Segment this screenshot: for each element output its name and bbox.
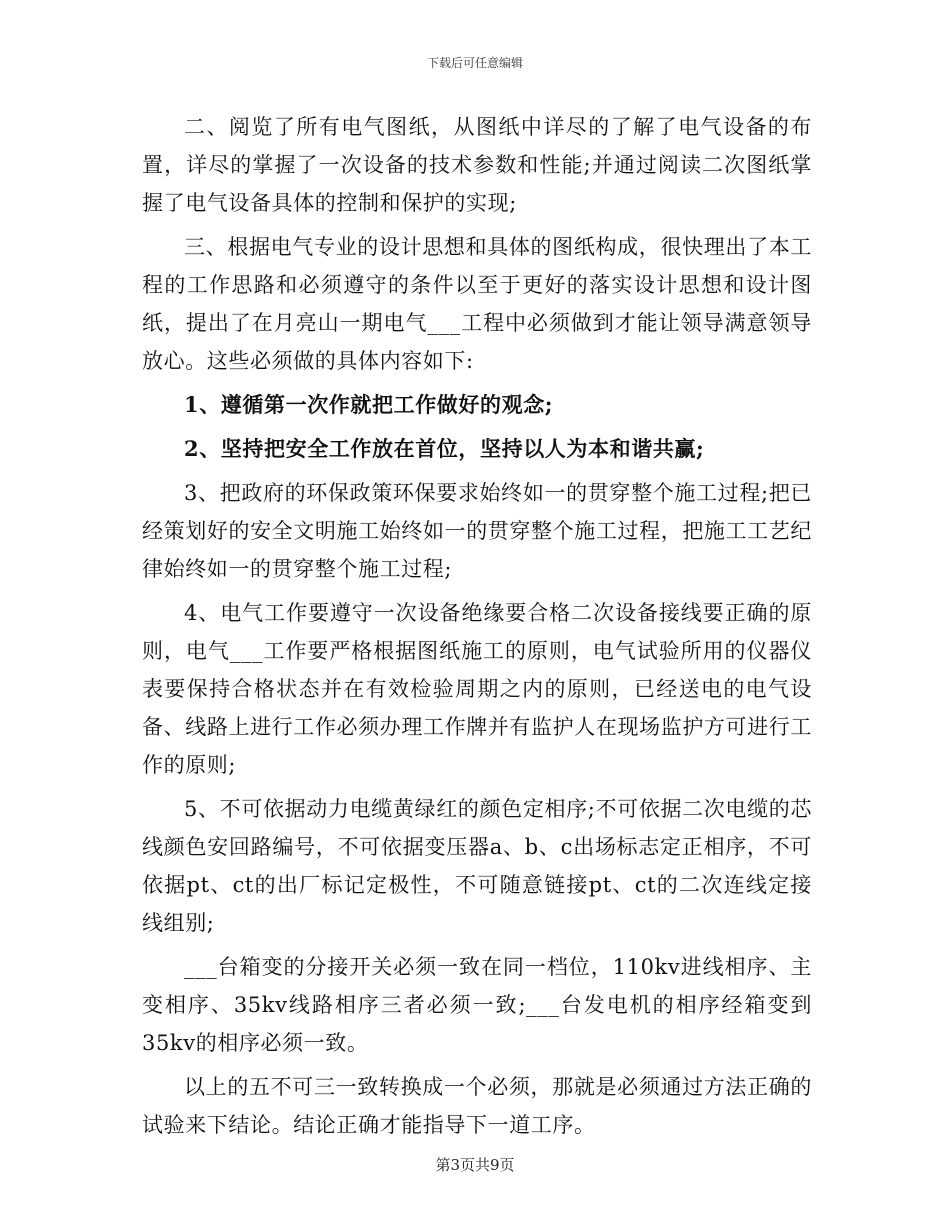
- list-item-4: 4、电气工作要遵守一次设备绝缘要合格二次设备接线要正确的原则，电气___工作要严格根据图纸施工的原则，电气试验所用的仪器仪表要保持合格状态并在有效检验周期之内的原则，已经送电的电气设备、线路上进行工作必须办理工作牌并有监护人在现场监护方可进行工作的原则;: [142, 601, 812, 777]
- paragraph-2: 二、阅览了所有电气图纸，从图纸中详尽的了解了电气设备的布置，详尽的掌握了一次设备的技术参数和性能;并通过阅读二次图纸掌握了电气设备具体的控制和保护的实现;: [142, 115, 812, 215]
- list-item-5: 5、不可依据动力电缆黄绿红的颜色定相序;不可依据二次电缆的芯线颜色安回路编号，不可依据变压器a、b、c出场标志定正相序，不可依据pt、ct的出厂标记定极性，不可随意链接pt、ct的二次连线定接线组别;: [142, 797, 812, 935]
- list-item-3: 3、把政府的环保政策环保要求始终如一的贯穿整个施工过程;把已经策划好的安全文明施工始终如一的贯穿整个施工过程，把施工工艺纪律始终如一的贯穿整个施工过程;: [142, 481, 812, 581]
- list-item-2: 2、坚持把安全工作放在首位，坚持以人为本和谐共赢;: [184, 436, 705, 461]
- list-item-1: 1、遵循第一次作就把工作做好的观念;: [184, 392, 554, 417]
- page-number: 第3页共9页: [435, 1156, 515, 1174]
- page-header: 下载后可任意编辑: [426, 56, 523, 70]
- paragraph-substation: ___台箱变的分接开关必须一致在同一档位，110kv进线相序、主变相序、35kv线路相序三者必须一致;___台发电机的相序经箱变到35kv的相序必须一致。: [142, 955, 812, 1055]
- paragraph-conclusion: 以上的五不可三一致转换成一个必须，那就是必须通过方法正确的试验来下结论。结论正确才能指导下一道工序。: [142, 1075, 812, 1137]
- paragraph-3: 三、根据电气专业的设计思想和具体的图纸构成，很快理出了本工程的工作思路和必须遵守的条件以至于更好的落实设计思想和设计图纸，提出了在月亮山一期电气___工程中必须做到才能让领导满意领导放心。这些必须做的具体内容如下:: [142, 235, 812, 373]
- document-body: [142, 108, 812, 1150]
